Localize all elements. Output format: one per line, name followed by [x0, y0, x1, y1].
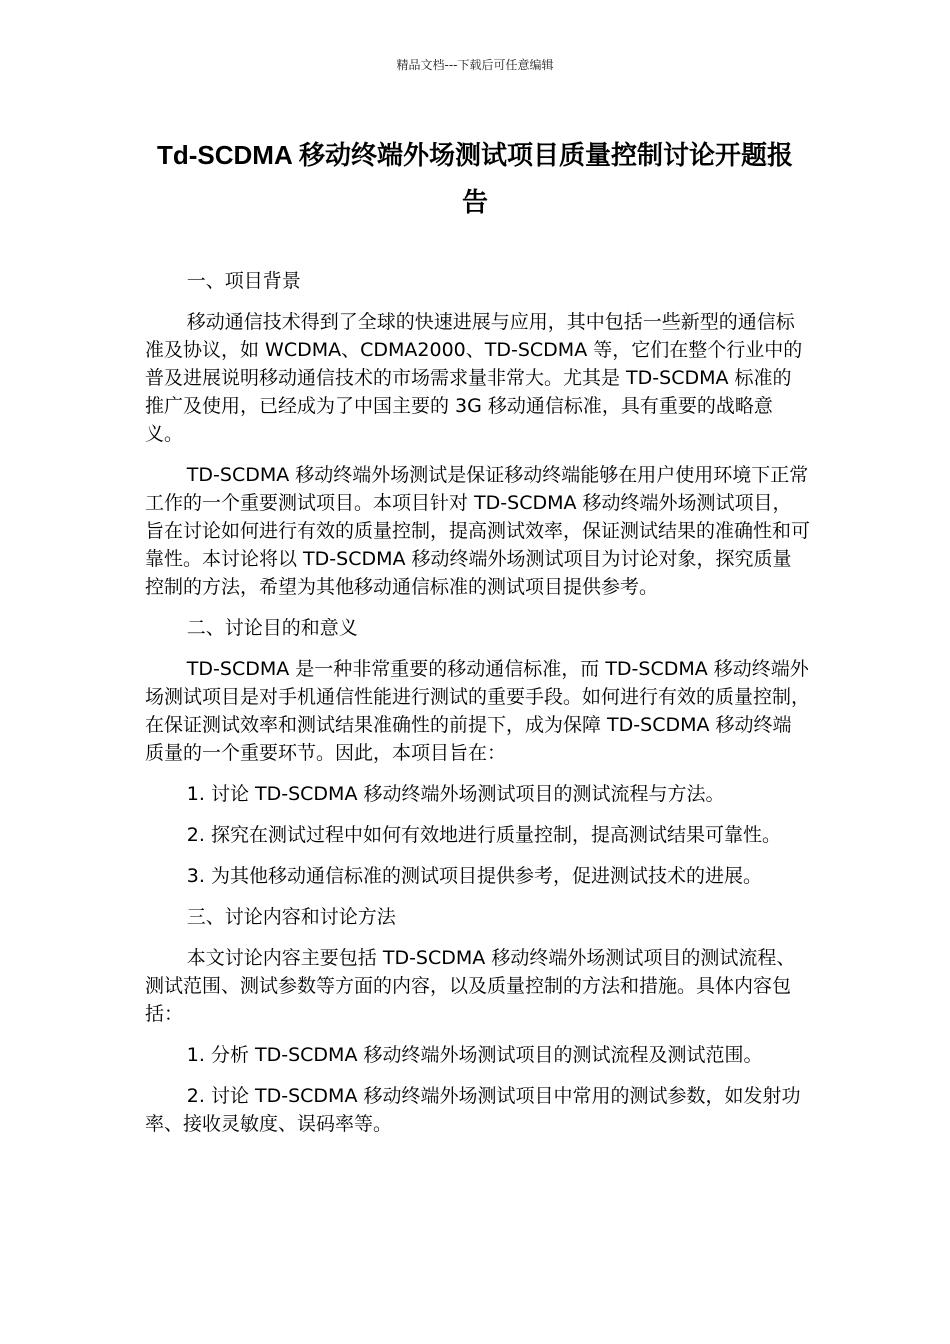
document-body — [145, 267, 810, 1151]
list-item-content-1: 1. 分析 TD-SCDMA 移动终端外场测试项目的测试流程及测试范围。 — [186, 1044, 763, 1066]
section-heading-content: 三、讨论内容和讨论方法 — [186, 906, 396, 928]
list-item-content-2: 2. 讨论 TD-SCDMA 移动终端外场测试项目中常用的测试参数，如发射功率、接收灵敏度、误码率等。 — [145, 1085, 801, 1135]
page-header-note: 精品文档---下载后可任意编辑 — [396, 58, 554, 72]
paragraph-background-1: 移动通信技术得到了全球的快速进展与应用，其中包括一些新型的通信标准及协议，如 WCDMA、CDMA2000、TD-SCDMA 等，它们在整个行业中的普及进展说明移动通信技术的市场需求量非常大。尤其是 TD-SCDMA 标准的推广及使用，已经成为了中国主要的 3G 移动通信标准，具有重要的战略意义。 — [145, 311, 803, 445]
list-item-purpose-2: 2. 探究在测试过程中如何有效地进行质量控制，提高测试结果可靠性。 — [186, 824, 781, 846]
list-item-purpose-3: 3. 为其他移动通信标准的测试项目提供参考，促进测试技术的进展。 — [186, 865, 762, 887]
section-heading-background: 一、项目背景 — [186, 270, 301, 292]
paragraph-purpose: TD-SCDMA 是一种非常重要的移动通信标准，而 TD-SCDMA 移动终端外场测试项目是对手机通信性能进行测试的重要手段。如何进行有效的质量控制，在保证测试效率和测试结果准确性的前提下，成为保障 TD-SCDMA 移动终端质量的一个重要环节。因此，本项目旨在： — [145, 658, 811, 764]
paragraph-content: 本文讨论内容主要包括 TD-SCDMA 移动终端外场测试项目的测试流程、测试范围、测试参数等方面的内容，以及质量控制的方法和措施。具体内容包括： — [145, 947, 796, 1025]
document-title: Td-SCDMA 移动终端外场测试项目质量控制讨论开题报告 — [156, 140, 793, 217]
paragraph-background-2: TD-SCDMA 移动终端外场测试是保证移动终端能够在用户使用环境下正常工作的一个重要测试项目。本项目针对 TD-SCDMA 移动终端外场测试项目，旨在讨论如何进行有效的质量控制，提高测试效率，保证测试结果的准确性和可靠性。本讨论将以 TD-SCDMA 移动终端外场测试项目为讨论对象，探究质量控制的方法，希望为其他移动通信标准的测试项目提供参考。 — [145, 464, 811, 598]
list-item-purpose-1: 1. 讨论 TD-SCDMA 移动终端外场测试项目的测试流程与方法。 — [186, 783, 725, 805]
section-heading-purpose: 二、讨论目的和意义 — [186, 617, 358, 639]
